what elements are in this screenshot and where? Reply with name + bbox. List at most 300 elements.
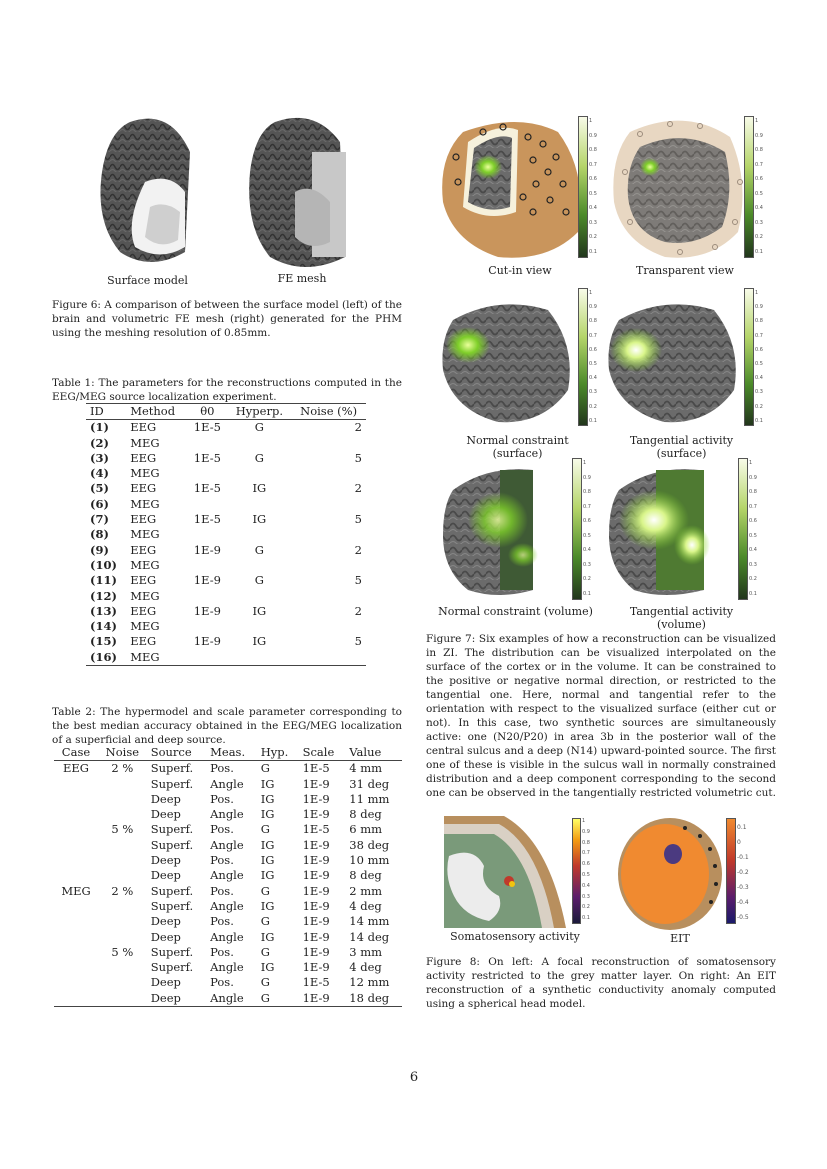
t1-row — [86, 420, 366, 436]
t2-cell: 1E-5 — [302, 975, 330, 990]
t2-row — [54, 822, 402, 837]
t2-row — [54, 761, 402, 777]
t2-cell — [54, 899, 98, 914]
t2-cell: Deep — [150, 807, 181, 822]
colorbar-tick-label: 0.3 — [755, 389, 763, 396]
t1-row — [86, 481, 366, 496]
colorbar-tick-label: 0.3 — [583, 561, 591, 568]
colorbar-tick-label: 0.2 — [749, 576, 757, 582]
fig7-colorbar-f-ticks — [749, 456, 757, 601]
t2-cell: Deep — [150, 975, 181, 990]
t1-cell — [291, 527, 366, 542]
t2-cell: 1E-9 — [299, 991, 346, 1007]
t2-cell: 10 mm — [349, 853, 390, 868]
t1-row — [86, 466, 366, 481]
t1-cell: (16) — [86, 650, 126, 666]
t1-cell: IG — [252, 603, 267, 618]
colorbar-tick-label: 0.4 — [589, 205, 597, 211]
t2-cell: Superf. — [150, 822, 194, 837]
colorbar-tick-label: 0.2 — [589, 234, 597, 240]
t2-cell: Deep — [147, 991, 206, 1007]
t1-cell — [291, 650, 366, 666]
t2-cell: 1E-9 — [302, 883, 330, 898]
colorbar-tick-label: 0.7 — [589, 332, 597, 339]
t1-cell — [187, 497, 227, 512]
fig7-panel-cut-in — [438, 112, 598, 262]
t1-row — [86, 512, 366, 527]
fig7-label-normal-volume: Normal constraint (volume) — [438, 605, 593, 618]
t1-cell: (6) — [90, 496, 109, 511]
t2-cell: 1E-5 — [299, 761, 346, 777]
t2-cell: Pos. — [210, 883, 234, 898]
t2-cell — [54, 822, 98, 837]
t1-header-method: Method — [126, 404, 187, 420]
t2-header-source: Source — [147, 745, 206, 761]
t2-row — [54, 853, 402, 868]
colorbar-tick-label: 0.4 — [589, 375, 597, 382]
t2-cell: Angle — [210, 868, 244, 883]
t2-row — [54, 914, 402, 929]
fig8-colorbar-left-ticks — [582, 816, 590, 924]
t2-cell: G — [260, 944, 270, 959]
t2-cell: 1E-9 — [302, 914, 330, 929]
fig8-label-right: EIT — [670, 932, 690, 945]
colorbar-tick-label: 0.1 — [755, 417, 763, 424]
colorbar-tick-label: 0.5 — [755, 190, 763, 197]
colorbar-tick-label: 0.6 — [749, 518, 757, 524]
t2-cell: IG — [260, 776, 275, 791]
t2-cell: EEG — [54, 761, 98, 777]
fig8-eit-image — [615, 814, 725, 932]
t2-cell: 14 mm — [349, 914, 390, 929]
colorbar-tick-label: 0.5 — [583, 532, 591, 539]
colorbar-tick-label: 0.9 — [589, 132, 597, 139]
t1-cell: 1E-5 — [187, 420, 227, 436]
t2-cell: Superf. — [150, 898, 194, 913]
fig7-label-cut-in: Cut-in view — [488, 264, 552, 277]
t1-cell — [187, 436, 227, 451]
t1-cell: EEG — [130, 481, 157, 496]
t1-cell — [187, 650, 227, 666]
fig7-colorbar-d-ticks — [755, 286, 763, 428]
t1-cell: EEG — [130, 603, 157, 618]
colorbar-tick-label: 0.4 — [755, 205, 763, 211]
t1-row — [86, 451, 366, 466]
t2-cell: 31 deg — [349, 776, 390, 791]
fig8-colorbar-right-ticks — [737, 820, 749, 925]
t2-cell: Angle — [210, 776, 244, 791]
fig7-label-tangential-surface: Tangential activity (surface) — [629, 434, 734, 460]
t2-cell: 1E-9 — [302, 944, 330, 959]
t2-cell: Pos. — [210, 944, 234, 959]
t2-cell: 8 deg — [349, 868, 382, 883]
figure6-caption: Figure 6: A comparison of between the surface model (left) of the brain and volumetric FE mesh (right) generated for the PHM using the meshing resolution of 0.85mm. — [52, 299, 402, 339]
t1-cell: 2 — [354, 481, 362, 496]
t1-row — [86, 619, 366, 634]
t2-cell: Angle — [206, 991, 257, 1007]
t1-cell: 1E-5 — [193, 512, 221, 527]
colorbar-tick-label: 0.1 — [589, 248, 597, 255]
colorbar-tick-label: 0.3 — [589, 219, 597, 226]
colorbar-tick-label: 1 — [583, 460, 587, 466]
fig7-colorbar-f — [738, 458, 748, 600]
colorbar-tick-label: -0.2 — [737, 869, 749, 876]
t1-header-id: ID — [86, 404, 126, 420]
t2-cell: 14 deg — [349, 929, 390, 944]
t2-cell: Deep — [150, 853, 181, 868]
colorbar-tick-label: 0.4 — [755, 375, 763, 382]
fig7-colorbar-b-ticks — [755, 114, 763, 254]
t2-cell: Pos. — [210, 975, 234, 990]
fig7-tangential-surface-image — [604, 290, 744, 430]
t1-header-theta: θ0 — [187, 404, 227, 420]
colorbar-tick-label: 0.8 — [589, 147, 597, 153]
t2-cell: 5 % — [111, 944, 134, 959]
t1-cell: (13) — [90, 603, 117, 618]
figure8-caption: Figure 8: On left: A focal reconstruction of somatosensory activity restricted to the grey matter layer. On right: An EIT reconstruction of a synthetic conductivity anomaly computed using a spherical head model. — [426, 956, 776, 1010]
t1-cell — [291, 589, 366, 604]
fig8-colorbar-left — [572, 818, 581, 924]
fig7-label-tangential-volume: Tangential activity (volume) — [629, 605, 734, 631]
figure6-label-right: FE mesh — [277, 272, 327, 285]
t2-header-value: Value — [345, 745, 402, 761]
t2-cell — [54, 853, 98, 868]
t2-cell: Pos. — [210, 791, 234, 806]
colorbar-tick-label: 0.3 — [755, 219, 763, 226]
table2 — [54, 745, 402, 1007]
t2-cell: Angle — [210, 898, 244, 913]
t2-cell — [98, 838, 147, 853]
fig7-label-normal-surface: Normal constraint (surface) — [466, 434, 569, 460]
t1-cell: 2 — [354, 603, 362, 618]
colorbar-tick-label: 0.1 — [582, 915, 590, 922]
t1-cell: (10) — [90, 557, 117, 572]
t2-cell: 8 deg — [349, 807, 382, 822]
colorbar-tick-label: 0.7 — [583, 503, 591, 510]
fig7-panel-normal-volume — [438, 460, 578, 600]
colorbar-tick-label: 0.6 — [583, 518, 591, 524]
t1-cell: (12) — [90, 588, 117, 603]
fig8-label-left: Somatosensory activity — [450, 930, 580, 943]
t2-cell: 12 mm — [349, 975, 390, 990]
t1-cell — [291, 436, 366, 451]
t2-cell — [98, 991, 147, 1007]
t1-cell: G — [254, 573, 264, 588]
colorbar-tick-label: 1 — [749, 460, 753, 466]
colorbar-tick-label: 0.6 — [589, 346, 597, 353]
t1-cell: EEG — [130, 542, 157, 557]
colorbar-tick-label: -0.4 — [737, 899, 749, 906]
fig7-tangential-volume-image — [604, 460, 744, 600]
colorbar-tick-label: 0.3 — [749, 561, 757, 568]
t1-cell: (8) — [90, 527, 109, 542]
t2-cell — [98, 930, 147, 945]
colorbar-tick-label: 0.1 — [583, 590, 591, 597]
table2-caption: Table 2: The hypermodel and scale parameter corresponding to the best median accuracy obtained in the EEG/MEG localization of a superficial and deep source. — [52, 706, 402, 746]
t1-row — [86, 634, 366, 649]
t1-cell: 1E-9 — [193, 634, 221, 649]
t2-cell: G — [257, 991, 299, 1007]
t1-cell — [291, 497, 366, 512]
t1-cell: 5 — [354, 634, 362, 649]
colorbar-tick-label: 0.5 — [749, 532, 757, 539]
t2-cell: Superf. — [150, 837, 194, 852]
colorbar-tick-label: 0.9 — [589, 304, 597, 311]
t1-cell: 5 — [354, 512, 362, 527]
colorbar-tick-label: 0.9 — [755, 132, 763, 139]
t1-row — [86, 650, 366, 666]
t1-cell: EEG — [126, 420, 187, 436]
fig7-label-transparent: Transparent view — [636, 264, 734, 277]
colorbar-tick-label: 0.8 — [589, 318, 597, 325]
fig7-colorbar-e — [572, 458, 582, 600]
t2-cell: 4 deg — [349, 960, 382, 975]
t2-cell: G — [260, 914, 270, 929]
colorbar-tick-label: 0.1 — [755, 248, 763, 255]
table1 — [86, 403, 366, 666]
t2-cell: 2 % — [111, 883, 134, 898]
t2-cell — [54, 975, 98, 990]
t2-cell: IG — [260, 853, 275, 868]
t1-cell: 1E-9 — [193, 603, 221, 618]
fig7-panel-transparent — [610, 112, 750, 262]
t1-cell: EEG — [130, 634, 157, 649]
colorbar-tick-label: 0.7 — [755, 332, 763, 339]
t2-cell: 1E-9 — [302, 898, 330, 913]
t1-cell: 1E-5 — [193, 481, 221, 496]
t2-cell: Superf. — [150, 960, 194, 975]
t2-row — [54, 899, 402, 914]
t2-cell: 2 mm — [349, 883, 383, 898]
t1-cell — [228, 436, 292, 451]
t2-row — [54, 777, 402, 792]
t1-cell — [228, 619, 292, 634]
t1-cell — [228, 527, 292, 542]
t2-cell: Angle — [210, 929, 244, 944]
t1-row — [86, 589, 366, 604]
t1-cell: IG — [252, 634, 267, 649]
t2-cell — [98, 960, 147, 975]
t2-cell — [54, 991, 98, 1007]
colorbar-tick-label: 0.8 — [755, 318, 763, 325]
t1-cell: (15) — [90, 634, 117, 649]
t2-cell: G — [260, 822, 270, 837]
t1-cell — [187, 558, 227, 573]
colorbar-tick-label: 0.6 — [582, 861, 590, 868]
t2-header-scale: Scale — [299, 745, 346, 761]
colorbar-tick-label: 0.9 — [755, 304, 763, 311]
t2-cell — [54, 960, 98, 975]
t1-cell: 2 — [354, 542, 362, 557]
colorbar-tick-label: 0.5 — [589, 190, 597, 197]
colorbar-tick-label: 0.9 — [583, 474, 591, 481]
t2-cell: IG — [260, 898, 275, 913]
fig7-colorbar-e-ticks — [583, 456, 591, 601]
t2-cell — [98, 914, 147, 929]
t2-cell: Angle — [210, 960, 244, 975]
figure6-image — [90, 112, 380, 292]
t2-cell — [54, 838, 98, 853]
t2-cell: Deep — [150, 791, 181, 806]
t2-cell: IG — [260, 791, 275, 806]
fig8-somatosensory-image — [444, 816, 574, 928]
colorbar-tick-label: 1 — [589, 290, 593, 296]
t1-cell: EEG — [130, 512, 157, 527]
colorbar-tick-label: 0.5 — [582, 871, 590, 878]
t2-cell — [98, 792, 147, 807]
t1-cell — [228, 650, 292, 666]
fe-mesh-brain — [249, 118, 346, 267]
colorbar-tick-label: 0.1 — [737, 824, 747, 831]
t1-cell: G — [254, 542, 264, 557]
t2-header-hyp: Hyp. — [257, 745, 299, 761]
t2-cell: 1E-9 — [302, 868, 330, 883]
colorbar-tick-label: -0.5 — [737, 914, 749, 921]
t2-cell: G — [260, 975, 270, 990]
fig7-transparent-image — [610, 112, 750, 262]
t2-cell: Pos. — [210, 914, 234, 929]
t1-cell — [291, 466, 366, 481]
t2-cell: IG — [260, 807, 275, 822]
t2-cell: Deep — [150, 868, 181, 883]
t2-row — [54, 930, 402, 945]
t1-header-hyperp: Hyperp. — [228, 404, 292, 420]
t1-cell — [291, 619, 366, 634]
t1-cell: EEG — [130, 573, 157, 588]
t2-cell: 1E-9 — [302, 791, 330, 806]
colorbar-tick-label: 0.2 — [583, 576, 591, 582]
fig7-normal-surface-image — [438, 290, 578, 430]
t2-row — [54, 960, 402, 975]
t1-cell: (2) — [90, 435, 109, 450]
colorbar-tick-label: 1 — [755, 118, 759, 124]
t2-cell — [54, 792, 98, 807]
colorbar-tick-label: 0.2 — [755, 403, 763, 410]
t1-cell: MEG — [130, 527, 160, 542]
t2-cell — [54, 945, 98, 960]
t2-cell — [54, 930, 98, 945]
surface-model-brain — [100, 119, 190, 262]
t2-row — [54, 975, 402, 990]
colorbar-tick-label: 0.8 — [755, 147, 763, 153]
colorbar-tick-label: 0.9 — [582, 828, 590, 835]
t1-row — [86, 497, 366, 512]
t2-cell — [54, 914, 98, 929]
colorbar-tick-label: 1 — [582, 818, 586, 824]
t1-cell: MEG — [130, 435, 160, 450]
figure6 — [90, 112, 380, 292]
colorbar-tick-label: 0.6 — [755, 176, 763, 182]
t1-cell — [291, 558, 366, 573]
colorbar-tick-label: 0.8 — [749, 489, 757, 495]
t2-cell: 4 deg — [349, 898, 382, 913]
t1-cell: 5 — [354, 573, 362, 588]
t2-cell: Pos. — [210, 853, 234, 868]
t1-cell: MEG — [130, 496, 160, 511]
t1-cell: (14) — [90, 619, 117, 634]
t2-cell: MEG — [61, 883, 91, 898]
colorbar-tick-label: 0.7 — [749, 503, 757, 510]
t2-cell: Pos. — [206, 761, 257, 777]
t2-row — [54, 991, 402, 1007]
colorbar-tick-label: 0.3 — [582, 893, 590, 900]
t2-cell: Superf. — [150, 776, 194, 791]
figure6-label-left: Surface model — [107, 274, 188, 287]
t1-cell — [228, 466, 292, 481]
t2-cell — [98, 868, 147, 883]
t1-cell: MEG — [130, 557, 160, 572]
t1-cell — [228, 589, 292, 604]
t2-cell: 4 mm — [345, 761, 402, 777]
fig7-colorbar-b — [744, 116, 754, 258]
t2-cell: 5 % — [111, 822, 134, 837]
t2-cell: 1E-9 — [302, 776, 330, 791]
fig7-normal-volume-image — [438, 460, 578, 600]
colorbar-tick-label: 0.3 — [589, 389, 597, 396]
colorbar-tick-label: 0.7 — [589, 161, 597, 168]
t2-row — [54, 868, 402, 883]
t1-cell — [187, 466, 227, 481]
t1-cell: (9) — [90, 542, 109, 557]
t2-cell: 18 deg — [345, 991, 402, 1007]
t1-cell — [228, 497, 292, 512]
t2-cell: Pos. — [210, 822, 234, 837]
t2-cell: Deep — [150, 914, 181, 929]
t1-row — [86, 527, 366, 542]
t1-cell: 5 — [354, 450, 362, 465]
fig7-panel-normal-surface — [438, 290, 578, 430]
t1-header-noise: Noise (%) — [291, 404, 366, 420]
t2-cell — [98, 777, 147, 792]
fig7-colorbar-a — [578, 116, 588, 258]
t1-row — [86, 604, 366, 619]
t1-cell: MEG — [130, 619, 160, 634]
t2-cell: 2 % — [98, 761, 147, 777]
t1-cell: EEG — [130, 450, 157, 465]
t1-cell: (7) — [90, 512, 109, 527]
t1-cell: 1E-9 — [193, 542, 221, 557]
t2-cell: G — [260, 883, 270, 898]
t2-cell — [54, 777, 98, 792]
fig8-panel-somatosensory — [444, 816, 574, 928]
fig7-panel-tangential-volume — [604, 460, 744, 600]
t2-cell: Superf. — [147, 761, 206, 777]
colorbar-tick-label: 0.7 — [582, 850, 590, 857]
colorbar-tick-label: -0.1 — [737, 854, 749, 861]
t2-cell: 1E-9 — [302, 929, 330, 944]
t2-header-case: Case — [54, 745, 98, 761]
colorbar-tick-label: 0.2 — [589, 403, 597, 410]
t2-cell — [98, 975, 147, 990]
t2-cell: IG — [260, 929, 275, 944]
t2-cell: IG — [260, 960, 275, 975]
colorbar-tick-label: 0.5 — [755, 360, 763, 367]
colorbar-tick-label: 0.1 — [589, 417, 597, 424]
colorbar-tick-label: 0.5 — [589, 360, 597, 367]
colorbar-tick-label: 0.9 — [749, 474, 757, 481]
t1-cell: IG — [252, 481, 267, 496]
t2-cell: 11 mm — [349, 791, 390, 806]
t2-cell — [98, 899, 147, 914]
t1-cell — [228, 558, 292, 573]
t2-cell: Angle — [210, 807, 244, 822]
colorbar-tick-label: 0.6 — [589, 176, 597, 182]
colorbar-tick-label: 0.4 — [583, 547, 591, 553]
t2-cell: 1E-9 — [302, 837, 330, 852]
page-number: 6 — [409, 1070, 419, 1085]
t2-row — [54, 884, 402, 899]
t1-cell: (1) — [86, 420, 126, 436]
